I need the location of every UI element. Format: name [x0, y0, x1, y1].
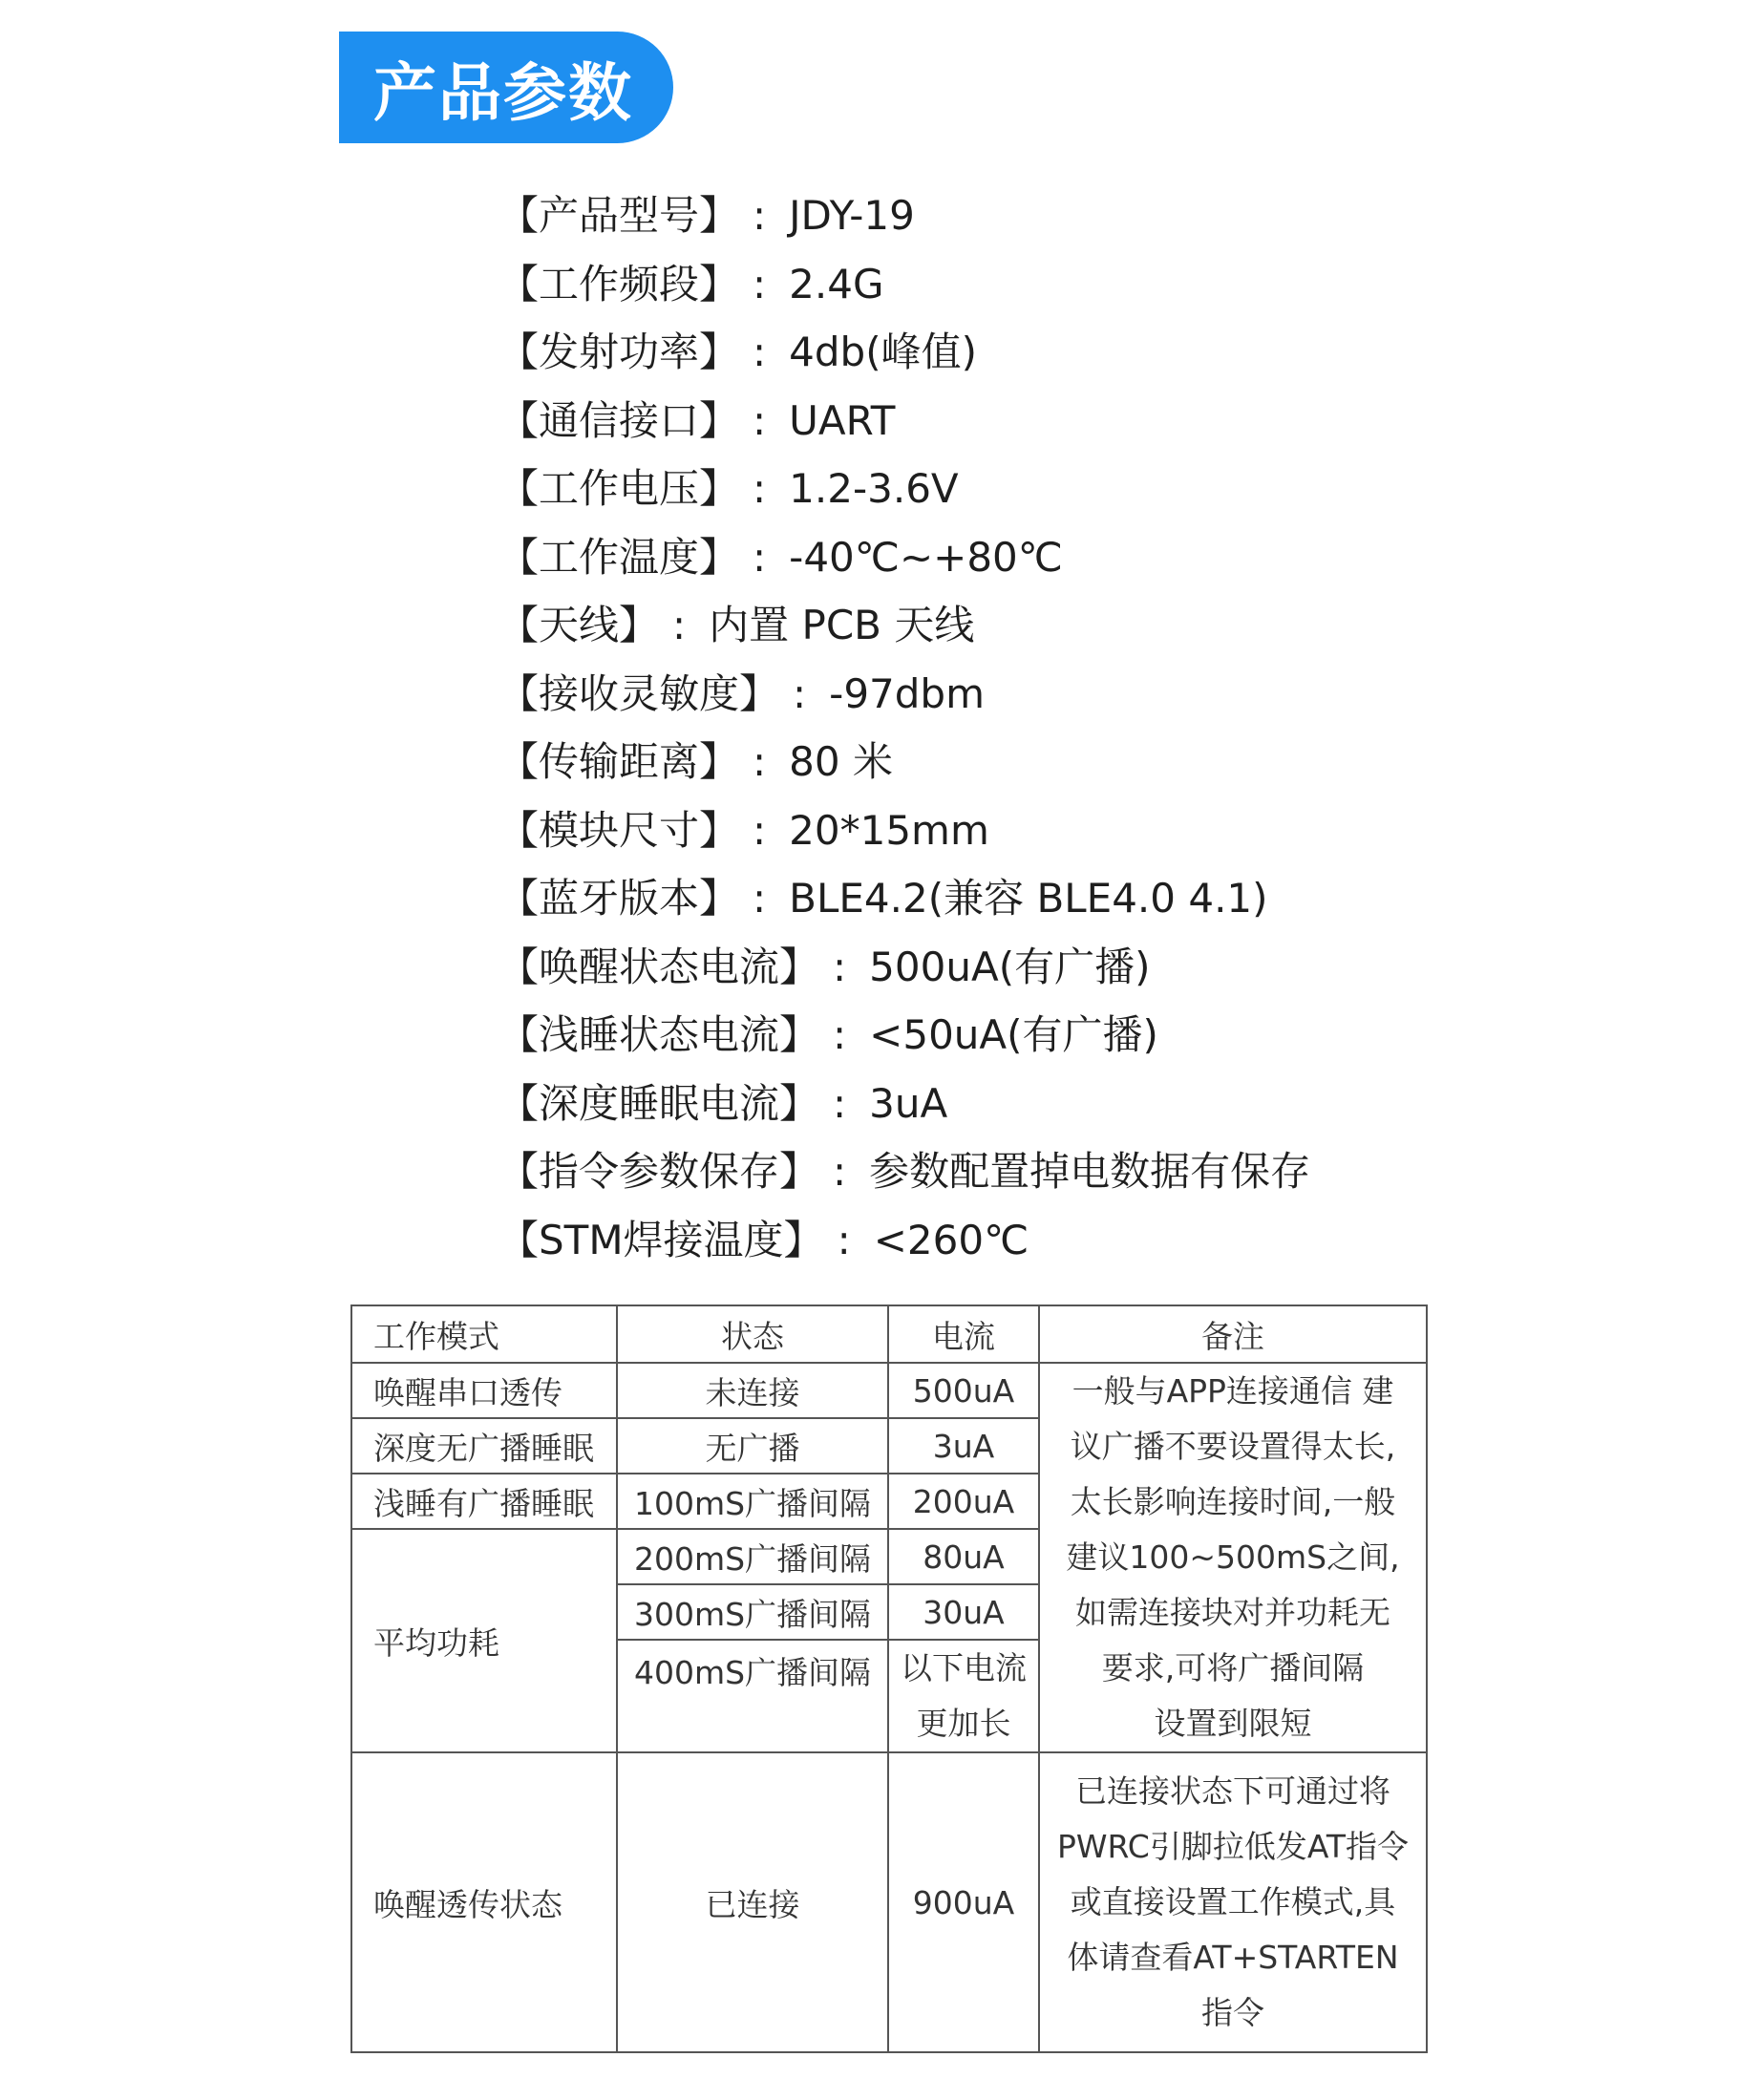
cell-mode-average: 平均功耗	[351, 1529, 617, 1752]
spec-list	[499, 181, 1310, 1274]
spec-colon: :	[833, 1011, 847, 1058]
spec-value: 2.4G	[789, 260, 884, 308]
spec-label: 【接收灵敏度】	[499, 669, 780, 717]
table-header-row	[351, 1305, 1427, 1363]
spec-colon: :	[753, 192, 767, 239]
spec-row-tx-power	[499, 318, 1310, 387]
work-mode-table	[350, 1305, 1428, 2053]
note-line: 要求,可将广播间隔	[1101, 1649, 1365, 1686]
spec-value: 80 米	[789, 738, 893, 785]
note-line: 如需连接块对并功耗无	[1075, 1594, 1390, 1631]
cell-state: 100mS广播间隔	[617, 1474, 888, 1529]
spec-row-bluetooth	[499, 864, 1310, 933]
spec-value: BLE4.2(兼容 BLE4.0 4.1)	[789, 875, 1268, 922]
spec-value: 20*15mm	[789, 806, 989, 854]
spec-label: 【发射功率】	[499, 329, 740, 375]
cell-current: 3uA	[888, 1418, 1039, 1474]
spec-value: 500uA(有广播)	[869, 943, 1151, 990]
note-line: 或直接设置工作模式,具	[1070, 1883, 1396, 1920]
spec-row-solder-temp	[499, 1206, 1310, 1275]
spec-label: 【工作电压】	[499, 465, 740, 512]
note-line: 已连接状态下可通过将	[1075, 1772, 1390, 1810]
spec-row-frequency	[499, 250, 1310, 319]
header-state: 状态	[617, 1305, 888, 1363]
note-line: 体请查看AT+STARTEN	[1067, 1939, 1399, 1976]
header-mode: 工作模式	[351, 1305, 617, 1363]
spec-colon: :	[753, 875, 767, 922]
note-line: PWRC引脚拉低发AT指令	[1056, 1828, 1410, 1865]
spec-value: UART	[789, 396, 896, 444]
spec-row-sensitivity	[499, 660, 1310, 729]
spec-value: 3uA	[869, 1079, 948, 1127]
spec-colon: :	[753, 329, 767, 375]
cell-state: 无广播	[617, 1418, 888, 1474]
spec-value: JDY-19	[789, 192, 915, 239]
spec-colon: :	[672, 602, 687, 648]
cell-mode: 浅睡有广播睡眠	[351, 1474, 617, 1529]
cell-note-broadcast	[1039, 1363, 1427, 1752]
cell-state: 300mS广播间隔	[617, 1584, 888, 1640]
spec-label: 【模块尺寸】	[499, 806, 740, 854]
note-line: 太长影响连接时间,一般	[1070, 1483, 1396, 1520]
spec-label: 【通信接口】	[499, 396, 740, 444]
spec-row-param-save	[499, 1137, 1310, 1206]
spec-colon: :	[753, 465, 767, 512]
cell-current: 以下电流更加长	[888, 1640, 1039, 1752]
spec-value: 参数配置掉电数据有保存	[869, 1148, 1311, 1195]
spec-row-range	[499, 728, 1310, 796]
spec-label: 【指令参数保存】	[499, 1148, 820, 1195]
spec-colon: :	[793, 669, 807, 717]
spec-value: -97dbm	[829, 669, 986, 717]
cell-state: 已连接	[617, 1752, 888, 2052]
note-line: 指令	[1201, 1994, 1264, 2031]
section-title-banner	[339, 32, 673, 143]
table-row	[351, 1363, 1427, 1418]
spec-row-model	[499, 181, 1310, 250]
table-row	[351, 1752, 1427, 2052]
spec-value: 内置 PCB 天线	[709, 602, 975, 648]
spec-label: 【工作频段】	[499, 260, 740, 308]
spec-label: 【产品型号】	[499, 192, 740, 239]
cell-current: 80uA	[888, 1529, 1039, 1584]
spec-label: 【浅睡状态电流】	[499, 1011, 820, 1058]
cell-current: 200uA	[888, 1474, 1039, 1529]
cell-state: 未连接	[617, 1363, 888, 1418]
cell-mode: 深度无广播睡眠	[351, 1418, 617, 1474]
cell-current: 900uA	[888, 1752, 1039, 2052]
spec-colon: :	[837, 1216, 851, 1263]
cell-state: 200mS广播间隔	[617, 1529, 888, 1584]
spec-row-temperature	[499, 523, 1310, 592]
spec-label: 【深度睡眠电流】	[499, 1079, 820, 1127]
note-line: 建议100~500mS之间,	[1066, 1538, 1400, 1576]
spec-row-wake-current	[499, 933, 1310, 1002]
spec-colon: :	[833, 1079, 847, 1127]
note-line: 一般与APP连接通信 建	[1071, 1372, 1394, 1410]
spec-row-voltage	[499, 455, 1310, 523]
cell-current: 500uA	[888, 1363, 1039, 1418]
spec-label: 【传输距离】	[499, 738, 740, 785]
section-title: 产品参数	[373, 56, 633, 130]
spec-row-antenna	[499, 591, 1310, 660]
spec-label: 【天线】	[499, 602, 660, 648]
spec-value: 1.2-3.6V	[789, 465, 959, 512]
spec-row-interface	[499, 387, 1310, 456]
spec-colon: :	[833, 1148, 847, 1195]
spec-colon: :	[753, 533, 767, 581]
spec-row-light-sleep-current	[499, 1001, 1310, 1070]
spec-label: 【蓝牙版本】	[499, 875, 740, 922]
note-line: 议广播不要设置得太长,	[1070, 1428, 1396, 1465]
spec-value: <260℃	[873, 1216, 1029, 1263]
spec-label: 【STM焊接温度】	[499, 1216, 824, 1263]
note-line: 设置到限短	[1154, 1705, 1312, 1742]
spec-label: 【工作温度】	[499, 533, 740, 581]
cell-current: 30uA	[888, 1584, 1039, 1640]
spec-label: 【唤醒状态电流】	[499, 943, 820, 990]
cell-note-connected	[1039, 1752, 1427, 2052]
spec-row-deep-sleep-current	[499, 1070, 1310, 1138]
header-current: 电流	[888, 1305, 1039, 1363]
spec-colon: :	[753, 260, 767, 308]
header-note: 备注	[1039, 1305, 1427, 1363]
spec-colon: :	[753, 396, 767, 444]
cell-mode: 唤醒串口透传	[351, 1363, 617, 1418]
spec-value: 4db(峰值)	[789, 329, 977, 375]
cell-mode: 唤醒透传状态	[351, 1752, 617, 2052]
spec-colon: :	[753, 806, 767, 854]
cell-state: 400mS广播间隔	[617, 1640, 888, 1752]
spec-value: <50uA(有广播)	[869, 1011, 1158, 1058]
spec-value: -40℃~+80℃	[789, 533, 1063, 581]
spec-row-size	[499, 796, 1310, 865]
spec-colon: :	[833, 943, 847, 990]
spec-colon: :	[753, 738, 767, 785]
